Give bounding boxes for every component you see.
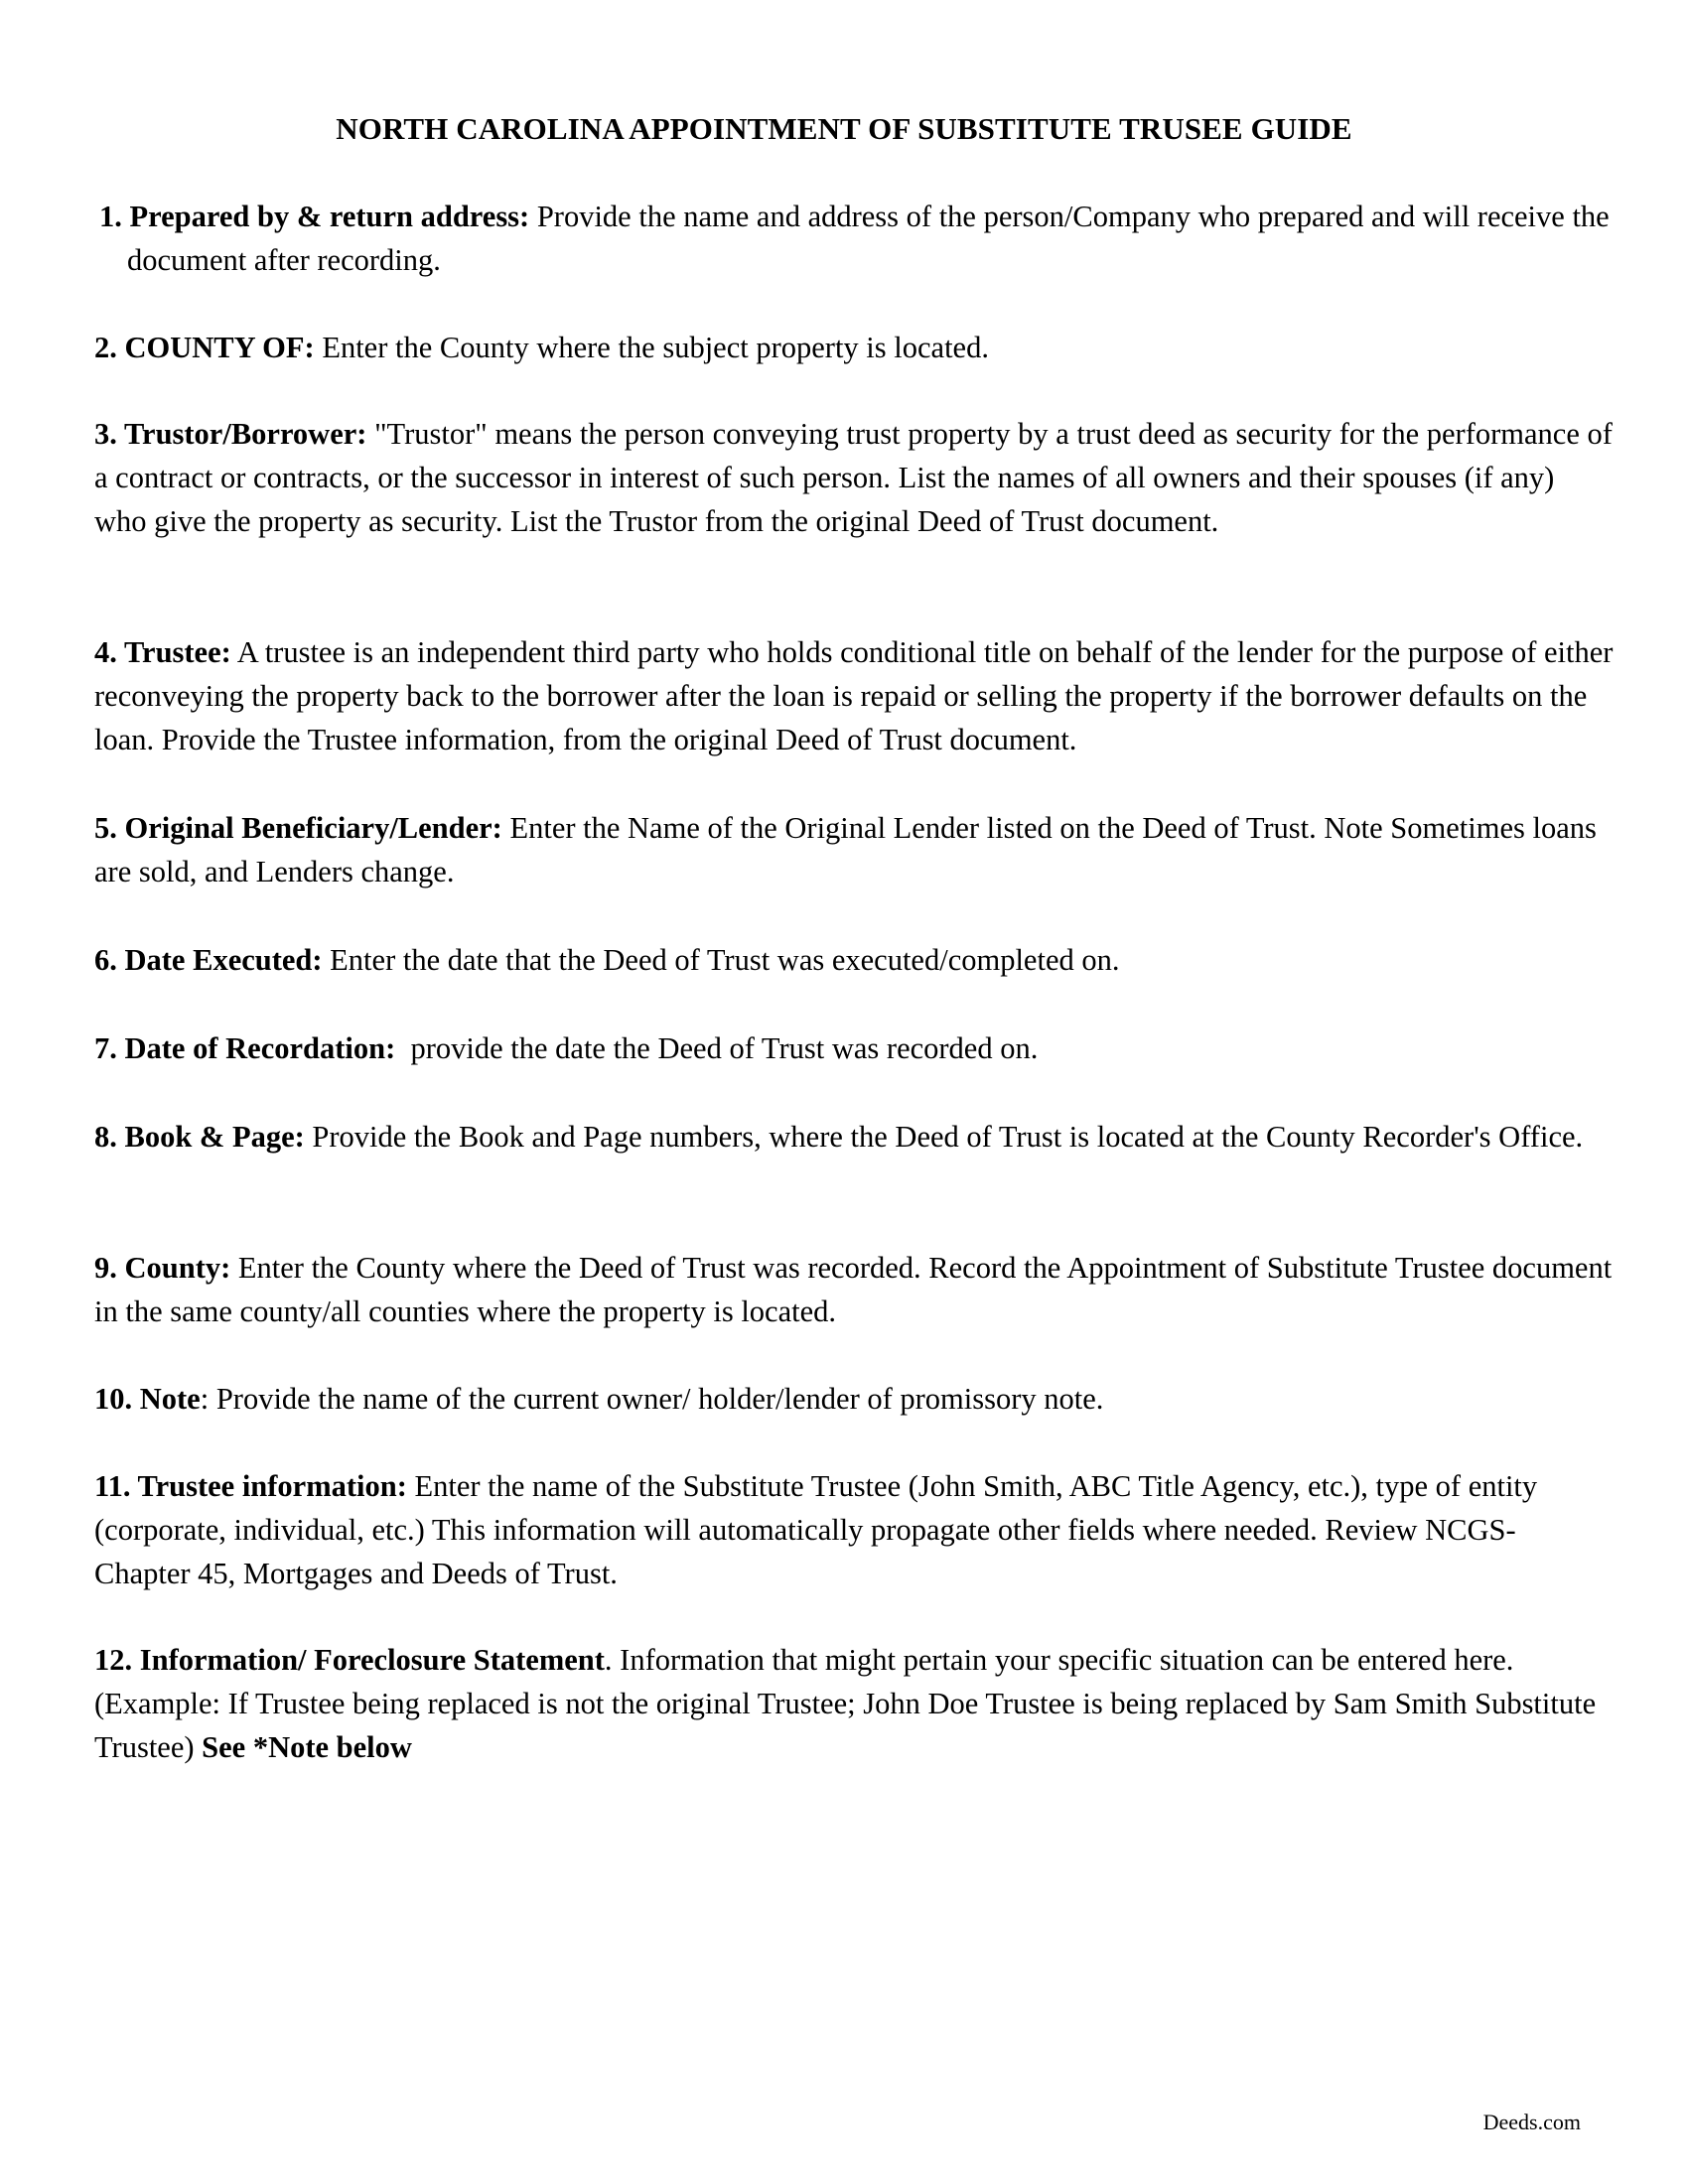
guide-item-1	[99, 195, 1646, 282]
item-text: Provide the Book and Page numbers, where the Deed of Trust is located at the County Recorder's Office.	[304, 1120, 1584, 1154]
item-label: 6. Date Executed:	[94, 943, 323, 977]
item-label: 11. Trustee information:	[94, 1469, 407, 1503]
item-label: 7. Date of Recordation:	[94, 1031, 396, 1065]
footer-site-name: Deeds.com	[1482, 2110, 1581, 2134]
item-label: 10. Note	[94, 1382, 201, 1416]
guide-item-3	[94, 412, 1614, 543]
guide-item-6	[94, 938, 1614, 982]
guide-item-2	[94, 326, 1614, 369]
page-title: NORTH CAROLINA APPOINTMENT OF SUBSTITUTE TRUSEE GUIDE	[336, 111, 1352, 146]
item-text: Enter the name of the Substitute Trustee (John Smith, ABC Title Agency, etc.), type of entity (corporate, individual, etc.) This information will automatically propagate other fields where needed. Review NCGS- Chapter 45, Mortgages and Deeds of Trust.	[94, 1469, 1538, 1590]
item-label: 1. Prepared by & return address:	[99, 200, 530, 233]
guide-item-10	[94, 1377, 1614, 1421]
item-label: 2. COUNTY OF:	[94, 331, 315, 364]
guide-item-7	[94, 1026, 1614, 1070]
item-text: provide the date the Deed of Trust was recorded on.	[395, 1031, 1039, 1065]
item-label: 3. Trustor/Borrower:	[94, 417, 367, 451]
item-text: A trustee is an independent third party who holds conditional title on behalf of the lender for the purpose of either reconveying the property back to the borrower after the loan is repaid or selling the property if the borrower defaults on the loan. Provide the Trustee information, from the original Deed of Trust document.	[94, 635, 1614, 756]
item-text: Provide the name and address of the person/Company who prepared and will receive the document after recording.	[127, 200, 1610, 277]
item-text: Enter the Name of the Original Lender listed on the Deed of Trust. Note Sometimes loans are sold, and Lenders change.	[94, 811, 1597, 888]
item-label: 8. Book & Page:	[94, 1120, 305, 1154]
guide-item-4	[94, 630, 1614, 761]
guide-item-11	[94, 1464, 1614, 1595]
item-label: 5. Original Beneficiary/Lender:	[94, 811, 502, 845]
guide-item-8	[94, 1115, 1614, 1159]
guide-item-5	[94, 806, 1614, 893]
item-text: Enter the County where the subject property is located.	[314, 331, 989, 364]
item-label: 9. County:	[94, 1251, 231, 1285]
item-text: "Trustor" means the person conveying trust property by a trust deed as security for the performance of a contract or contracts, or the successor in interest of such person. List the names of all owners and their spouses (if any) who give the property as security. List the Trustor from the original Deed of Trust document.	[94, 417, 1613, 538]
item-label: 4. Trustee:	[94, 635, 231, 669]
item-text: . Information that might pertain your specific situation can be entered here. (Example: If Trustee being replaced is not the original Trustee; John Doe Trustee is being replaced by Sam Smith Substitute Trustee)	[94, 1643, 1597, 1764]
see-note-below: See *Note below	[202, 1730, 412, 1764]
item-text: Enter the date that the Deed of Trust was executed/completed on.	[322, 943, 1120, 977]
item-label: 12. Information/ Foreclosure Statement	[94, 1643, 605, 1677]
item-text: : Provide the name of the current owner/ holder/lender of promissory note.	[200, 1382, 1104, 1416]
item-text: Enter the County where the Deed of Trust was recorded. Record the Appointment of Substitute Trustee document in the same county/all counties where the property is located.	[94, 1251, 1613, 1328]
guide-item-12	[94, 1638, 1614, 1769]
guide-item-9	[94, 1246, 1614, 1333]
